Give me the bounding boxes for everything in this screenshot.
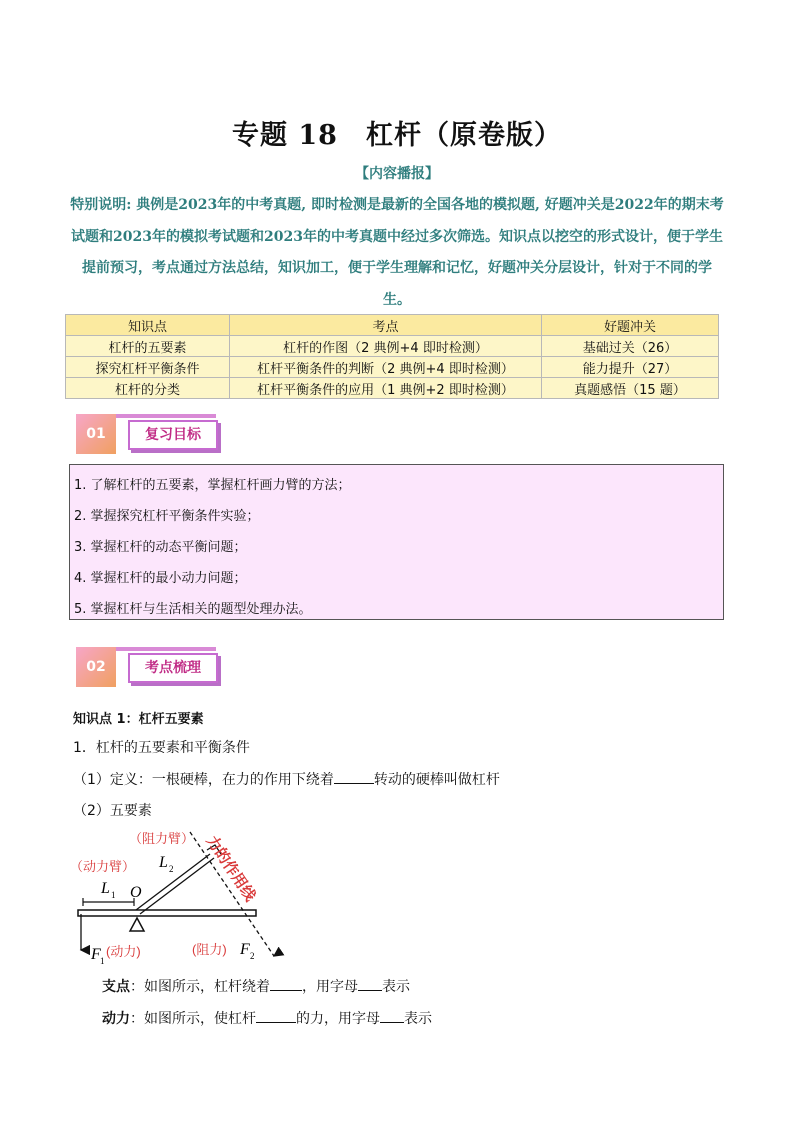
fill-blank[interactable] — [256, 1008, 296, 1023]
section-number: 01 — [76, 414, 116, 454]
special-note: 特别说明: 典例是2023年的中考真题, 即时检测是最新的全国各地的模拟题, 好题冲关是2022年的期末考试题和2023年的模拟考试题和2023年的中考真题中经过多次筛选。知识点以挖空的形式设计，便于学生提前预习，考点通过方法总结，知识加工，便于学生理解和记忆，好题冲关分层设计，针对于不同的学生。 — [70, 197, 724, 308]
fulcrum-text: ：如图所示，杠杆绕着 — [130, 979, 270, 995]
f2-subscript: 2 — [250, 951, 255, 961]
fulcrum-text: ，用字母 — [302, 979, 358, 995]
page-title: 专题 18 杠杆（原卷版） — [232, 120, 562, 151]
resistance-arm-line — [136, 854, 210, 910]
table-header: 好题冲关 — [542, 315, 719, 336]
effort-arm-label: （动力臂） — [70, 859, 136, 874]
effort-text: ：如图所示，使杠杆 — [130, 1011, 256, 1027]
goal-item: 5. 掌握杠杆与生活相关的题型处理办法。 — [74, 602, 312, 617]
effort-term: 动力 — [102, 1011, 130, 1027]
table-cell: 杠杆的五要素 — [66, 336, 230, 357]
section-label: 考点梳理 — [128, 653, 218, 683]
table-header: 考点 — [230, 315, 542, 336]
goal-item: 1. 了解杠杆的五要素，掌握杠杆画力臂的方法； — [74, 478, 351, 493]
resistance-label: (阻力) — [192, 942, 227, 957]
line-of-action-label: 力的作用线 — [202, 832, 259, 905]
section-number: 02 — [76, 647, 116, 687]
fill-blank[interactable] — [334, 769, 374, 784]
section-badge-key-points — [76, 647, 226, 687]
l1-subscript: 1 — [111, 890, 116, 900]
knowledge-point-title: 知识点 1：杠杆五要素 — [73, 712, 204, 727]
force-f2-arrow — [190, 832, 274, 956]
section-label: 复习目标 — [128, 420, 218, 450]
lever-diagram — [70, 826, 290, 970]
f1-subscript: 1 — [100, 956, 105, 966]
table-cell: 基础过关（26） — [542, 336, 719, 357]
table-cell: 杠杆平衡条件的应用（1 典例+2 即时检测） — [230, 378, 542, 399]
table-cell: 能力提升（27） — [542, 357, 719, 378]
fill-blank[interactable] — [380, 1008, 404, 1023]
fulcrum-triangle — [130, 918, 144, 931]
fulcrum-text: 表示 — [382, 979, 410, 995]
effort-label: (动力) — [106, 944, 141, 959]
definition-text: （1）定义：一根硬棒，在力的作用下绕着 — [73, 772, 334, 788]
content-header: 【内容播报】 — [355, 166, 439, 182]
table-cell: 真题感悟（15 题） — [542, 378, 719, 399]
goal-item: 4. 掌握杠杆的最小动力问题； — [74, 571, 247, 586]
fulcrum-line — [102, 976, 410, 996]
effort-text: 的力，用字母 — [296, 1011, 380, 1027]
fill-blank[interactable] — [358, 976, 382, 991]
l2-subscript: 2 — [169, 864, 174, 874]
table-row — [66, 357, 719, 378]
table-cell: 杠杆平衡条件的判断（2 典例+4 即时检测） — [230, 357, 542, 378]
fulcrum-o-label: O — [130, 884, 142, 901]
section-badge-review-goals — [76, 414, 226, 454]
resistance-arm-label: （阻力臂） — [129, 831, 195, 846]
l2-label: L — [159, 854, 168, 871]
table-row — [66, 378, 719, 399]
overview-table — [65, 314, 719, 399]
l1-label: L — [101, 880, 110, 897]
f2-label: F — [240, 941, 250, 958]
goal-item: 3. 掌握杠杆的动态平衡问题； — [74, 540, 247, 555]
item-heading: 1．杠杆的五要素和平衡条件 — [73, 740, 250, 756]
f1-label: F — [91, 946, 101, 963]
table-cell: 杠杆的分类 — [66, 378, 230, 399]
resistance-arm-line — [140, 858, 214, 914]
table-header: 知识点 — [66, 315, 230, 336]
fill-blank[interactable] — [270, 976, 302, 991]
five-elements-label: （2）五要素 — [73, 803, 152, 819]
table-row — [66, 336, 719, 357]
table-header-row — [66, 315, 719, 336]
fulcrum-term: 支点 — [102, 979, 130, 995]
definition-text: 转动的硬棒叫做杠杆 — [373, 772, 500, 788]
definition-line — [73, 769, 500, 789]
goal-item: 2. 掌握探究杠杆平衡条件实验； — [74, 509, 260, 524]
table-cell: 杠杆的作图（2 典例+4 即时检测） — [230, 336, 542, 357]
lever-bar — [78, 910, 256, 916]
table-cell: 探究杠杆平衡条件 — [66, 357, 230, 378]
effort-text: 表示 — [404, 1011, 432, 1027]
effort-line — [102, 1008, 432, 1028]
review-goals-box — [69, 464, 724, 620]
